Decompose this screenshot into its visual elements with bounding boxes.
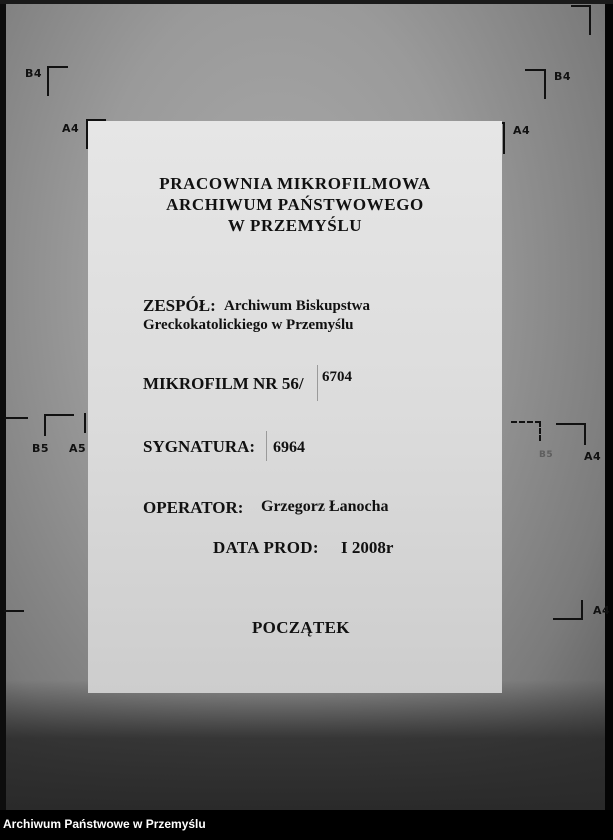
film-edge-top [0,0,613,4]
corner-mark-b5-right [511,421,541,441]
sygnatura-label: SYGNATURA: [143,437,256,456]
corner-mark-a5-left [84,413,86,433]
data-prod-label: DATA PROD: [213,538,319,557]
corner-mark-top-right [571,5,591,35]
label-b4-right: B4 [554,70,572,83]
sygnatura-value: 6964 [273,439,305,456]
sygnatura-divider [266,431,267,461]
corner-mark-a4-low-right [553,600,583,620]
label-b4-left: B4 [25,67,43,80]
sheet-heading [88,173,502,236]
zespol-value-line-1: Archiwum Biskupstwa [224,298,371,314]
archive-caption-bar [0,810,613,840]
label-a4-mid-right: A4 [584,450,602,463]
corner-mark-b4-right [525,69,546,99]
start-marker-poczatek: POCZĄTEK [252,618,350,637]
tick-mark-left-edge [4,417,28,419]
mikrofilm-label: MIKROFILM NR 56/ [143,374,304,393]
film-edge-right [605,0,613,810]
label-a4-left: A4 [62,122,80,135]
label-a4-right: A4 [513,124,531,137]
zespol-label: ZESPÓŁ: [143,296,216,315]
label-a5-left: A5 [69,442,87,455]
label-b5-left: B5 [32,442,50,455]
label-b5-right: B5 [539,450,554,460]
heading-line-1: PRACOWNIA MIKROFILMOWA [159,174,431,193]
corner-mark-a4-mid-right [556,423,586,445]
label-a4-low-right: A4 [593,604,611,617]
heading-line-2: ARCHIWUM PAŃSTWOWEGO [166,195,424,214]
film-edge-left [0,0,6,810]
zespol-value-line-2: Greckokatolickiego w Przemyślu [143,317,354,333]
operator-value: Grzegorz Łanocha [261,498,389,515]
heading-line-3: W PRZEMYŚLU [227,216,363,235]
tick-mark-left-lower [4,610,24,612]
corner-mark-b4-left [47,66,68,96]
corner-mark-b5-left [44,414,74,436]
data-prod-value: I 2008r [341,538,394,557]
archive-caption: Archiwum Państwowe w Przemyślu [3,817,206,831]
title-sheet [88,121,502,693]
operator-label: OPERATOR: [143,498,244,517]
mikrofilm-divider [317,365,318,401]
mikrofilm-value: 6704 [322,369,352,385]
